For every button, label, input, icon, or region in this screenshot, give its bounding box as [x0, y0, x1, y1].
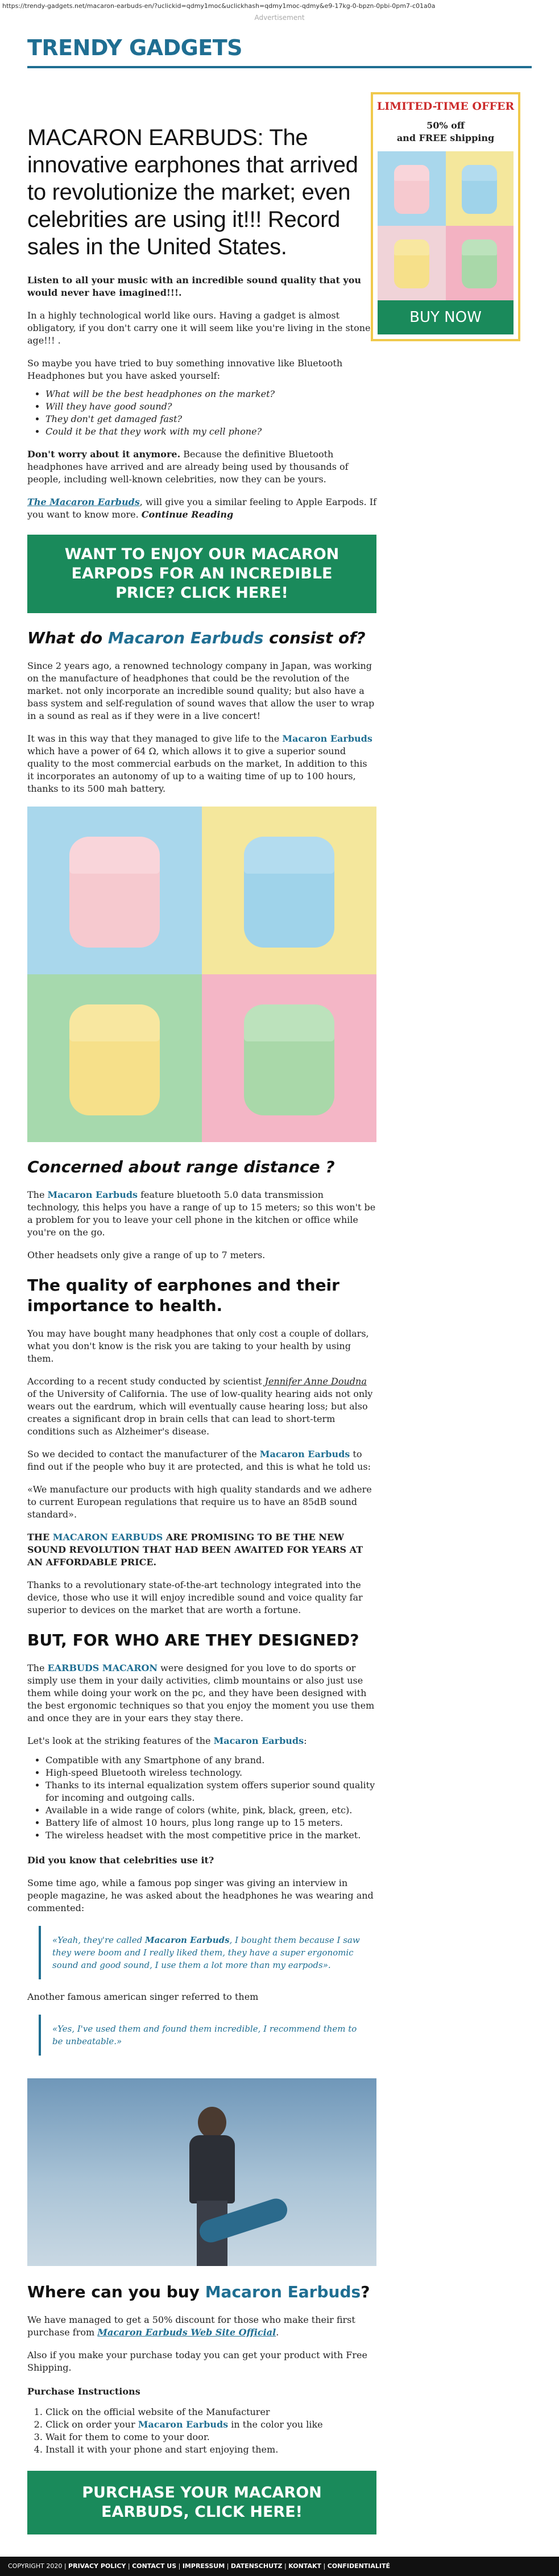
case-green — [202, 974, 376, 1142]
quality-promise: THE MACARON EARBUDS ARE PROMISING TO BE THE NEW SOUND REVOLUTION THAT HAD BEEN AWAITED FOR YEARS AT AN AFFORDABLE PRICE. — [27, 1532, 363, 1568]
list-item: • Will they have good sound? — [45, 400, 376, 413]
consist-paragraph-1: Since 2 years ago, a renowned technology company in Japan, was working on the manufacture of headphones that could be the revolution of the market. not only incorporate an incredible sound quality; but also have a bass system and self-regulation of sound waves that allow the user to wrap in a sound as real as if they were in a live concert! — [27, 660, 375, 721]
footer-link-contact[interactable]: CONTACT US — [132, 2562, 177, 2570]
person-body — [189, 2135, 235, 2203]
product-link[interactable]: The Macaron Earbuds — [27, 497, 140, 507]
case-pink — [378, 151, 446, 226]
official-site-link[interactable]: Macaron Earbuds Web Site Official — [97, 2327, 276, 2338]
footer-link-confidentialite[interactable]: CONFIDENTIALITÉ — [327, 2562, 391, 2570]
question-list — [27, 388, 376, 438]
footer-link-datenschutz[interactable]: DATENSCHUTZ — [230, 2562, 283, 2570]
cta-button-1[interactable]: WANT TO ENJOY OUR MACARON EARPODS FOR AN INCREDIBLE PRICE? CLICK HERE! — [27, 535, 376, 613]
footer: COPYRIGHT 2020 | PRIVACY POLICY | CONTACT US | IMPRESSUM | DATENSCHUTZ | KONTAKT | CONFIDENTIALITÉ — [0, 2557, 559, 2576]
list-item: • They don't get damaged fast? — [45, 413, 376, 425]
article — [27, 90, 376, 2534]
footer-link-impressum[interactable]: IMPRESSUM — [182, 2562, 225, 2570]
footer-copyright: COPYRIGHT 2020 | — [8, 2562, 69, 2570]
list-item: • High-speed Bluetooth wireless technology. — [45, 1767, 376, 1779]
intro-paragraph-2: So maybe you have tried to buy something innovative like Bluetooth Headphones but you have asked yourself: — [27, 358, 343, 381]
celebrity-paragraph: Some time ago, while a famous pop singer was giving an interview in people magazine, he was asked about the headphones he was wearing and commented: — [27, 1878, 374, 1913]
case-green — [446, 226, 514, 300]
buy-now-button[interactable]: BUY NOW — [378, 300, 514, 334]
range-paragraph-2: Other headsets only give a range of up to 7 meters. — [27, 1250, 266, 1260]
list-item: 3. Wait for them to come to your door. — [45, 2431, 376, 2443]
instructions-list — [27, 2406, 376, 2456]
celebrity-heading: Did you know that celebrities use it? — [27, 1855, 214, 1866]
section-heading-who: BUT, FOR WHO ARE THEY DESIGNED? — [27, 1631, 359, 1649]
list-item: 4. Install it with your phone and start enjoying them. — [45, 2443, 376, 2456]
headline: MACARON EARBUDS: The innovative earphones that arrived to revolutionize the market; even celebrities are using it!!! Record sales in the United States. — [27, 125, 358, 259]
intro-paragraph-1: In a highly technological world like ours. Having a gadget is almost obligatory, if you don't carry one it will seem like you're living in the stone age!!! . — [27, 310, 371, 346]
intro-lead: Listen to all your music with an incredible sound quality that you would never have imagined!!!. — [27, 275, 362, 298]
product-image-small[interactable] — [378, 151, 514, 300]
case-blue — [202, 807, 376, 974]
buy-paragraph-2: Also if you make your purchase today you can get your product with Free Shipping. — [27, 2350, 367, 2373]
quality-paragraph-6: Thanks to a revolutionary state-of-the-art technology integrated into the device, those who use it will enjoy incredible sound and voice quality far superior to devices on the market that are worth a fortune. — [27, 1579, 363, 1615]
list-item: 1. Click on the official website of the Manufacturer — [45, 2406, 376, 2418]
celebrity-quote-2: «Yes, I've used them and found them incredible, I recommend them to be unbeatable.» — [39, 2015, 376, 2056]
page-container — [17, 35, 542, 2566]
quality-paragraph-2: According to a recent study conducted by scientist Jennifer Anne Doudna of the University of California. The use of low-quality hearing aids not only wears out the eardrum, which will eventually cause hearing loss; but also creates a significant drop in brain cells that can lead to short-term conditions such as Alzheimer's disease. — [27, 1376, 373, 1437]
list-item: • The wireless headset with the most competitive price in the market. — [45, 1829, 376, 1842]
footer-link-kontakt[interactable]: KONTAKT — [288, 2562, 321, 2570]
intro-paragraph-4: The Macaron Earbuds, will give you a similar feeling to Apple Earpods. If you want to know more. Continue Reading — [27, 497, 376, 520]
lifestyle-photo — [27, 2078, 376, 2266]
list-item: • Could it be that they work with my cell phone? — [45, 425, 376, 438]
case-yellow — [27, 974, 202, 1142]
list-item: • Thanks to its internal equalization system offers superior sound quality for incoming and outgoing calls. — [45, 1779, 376, 1804]
url-bar[interactable]: https://trendy-gadgets.net/macaron-earbuds-en/?uclickid=qdmy1moc&uclickhash=qdmy1moc-qdmy&e9-17kg-0-bpzn-0pbi-0pm7-c01a0a — [0, 0, 559, 13]
product-image-large — [27, 807, 376, 1142]
offer-shipping: and FREE shipping — [396, 133, 495, 143]
cta-button-2[interactable]: PURCHASE YOUR MACARON EARBUDS, CLICK HERE! — [27, 2471, 376, 2534]
celebrity-quote-1: «Yeah, they're called Macaron Earbuds, I bought them because I saw they were boom and I really liked them, they have a super ergonomic sound and good sound, I use them a lot more than my earpods». — [39, 1926, 376, 1979]
brand-logo[interactable]: TRENDY GADGETS — [27, 35, 243, 60]
case-pink — [27, 807, 202, 974]
buy-paragraph-1: We have managed to get a 50% discount for those who make their first purchase from Macaron Earbuds Web Site Official. — [27, 2314, 355, 2338]
instructions-heading: Purchase Instructions — [27, 2386, 140, 2397]
section-heading-quality: The quality of earphones and their importance to health. — [27, 1276, 339, 1315]
continue-reading: Continue Reading — [141, 509, 234, 520]
quality-paragraph-1: You may have bought many headphones that only cost a couple of dollars, what you don't know is the risk you are taking to your health by using them. — [27, 1328, 369, 1364]
case-yellow — [378, 226, 446, 300]
offer-discount: 50% off — [427, 120, 465, 131]
celebrity-paragraph-2: Another famous american singer referred to them — [27, 1991, 259, 2002]
sidebar-offer — [371, 92, 520, 341]
section-heading-consist: What do Macaron Earbuds consist of? — [27, 629, 366, 647]
manufacturer-quote: «We manufacture our products with high quality standards and we adhere to current European regulations that require us to have an 85dB sound standard». — [27, 1484, 372, 1520]
footer-link-privacy[interactable]: PRIVACY POLICY — [68, 2562, 126, 2570]
list-item: • Compatible with any Smartphone of any brand. — [45, 1754, 376, 1767]
list-item: • Battery life of almost 10 hours, plus long range up to 15 meters. — [45, 1817, 376, 1829]
person-figure — [198, 2107, 226, 2138]
offer-title: LIMITED-TIME OFFER — [376, 100, 515, 113]
list-item: • Available in a wide range of colors (white, pink, black, green, etc). — [45, 1804, 376, 1817]
offer-subtitle — [373, 119, 518, 144]
case-blue — [446, 151, 514, 226]
section-heading-buy: Where can you buy Macaron Earbuds? — [27, 2283, 370, 2301]
section-heading-range: Concerned about range distance ? — [27, 1157, 335, 1176]
intro-paragraph-3: Don't worry about it anymore. Because the definitive Bluetooth headphones have arrived and are already being used by thousands of people, including well-known celebrities, now they can be yours. — [27, 449, 349, 485]
header-divider — [27, 66, 532, 68]
who-paragraph-1: The EARBUDS MACARON were designed for you love to do sports or simply use them in your daily activities, climb mountains or also just use them while doing your work on the pc, and they have been designed with the best ergonomic techniques so that you enjoy the moment you use them and once they are in your ears they stay there. — [27, 1663, 375, 1723]
range-paragraph-1: The Macaron Earbuds feature bluetooth 5.0 data transmission technology, this helps you have a range of up to 15 meters; so this won't be a problem for you to leave your cell phone in the kitchen or office while you're on the go. — [27, 1189, 376, 1238]
who-paragraph-2: Let's look at the striking features of the Macaron Earbuds: — [27, 1735, 307, 1746]
list-item: • What will be the best headphones on the market? — [45, 388, 376, 400]
consist-paragraph-2: It was in this way that they managed to give life to the Macaron Earbuds which have a power of 64 Ω, which allows it to give a superior sound quality to the most commercial earbuds on the market, In addition to this it incorporates an autonomy of up to a waiting time of up to 100 hours, thanks to its 500 mah battery. — [27, 733, 372, 794]
feature-list — [27, 1754, 376, 1842]
quality-paragraph-3: So we decided to contact the manufacturer of the Macaron Earbuds to find out if the people who buy it are protected, and this is what he told us: — [27, 1449, 371, 1472]
advertisement-label: Advertisement — [254, 14, 305, 22]
list-item: 2. Click on order your Macaron Earbuds in the color you like — [45, 2418, 376, 2431]
